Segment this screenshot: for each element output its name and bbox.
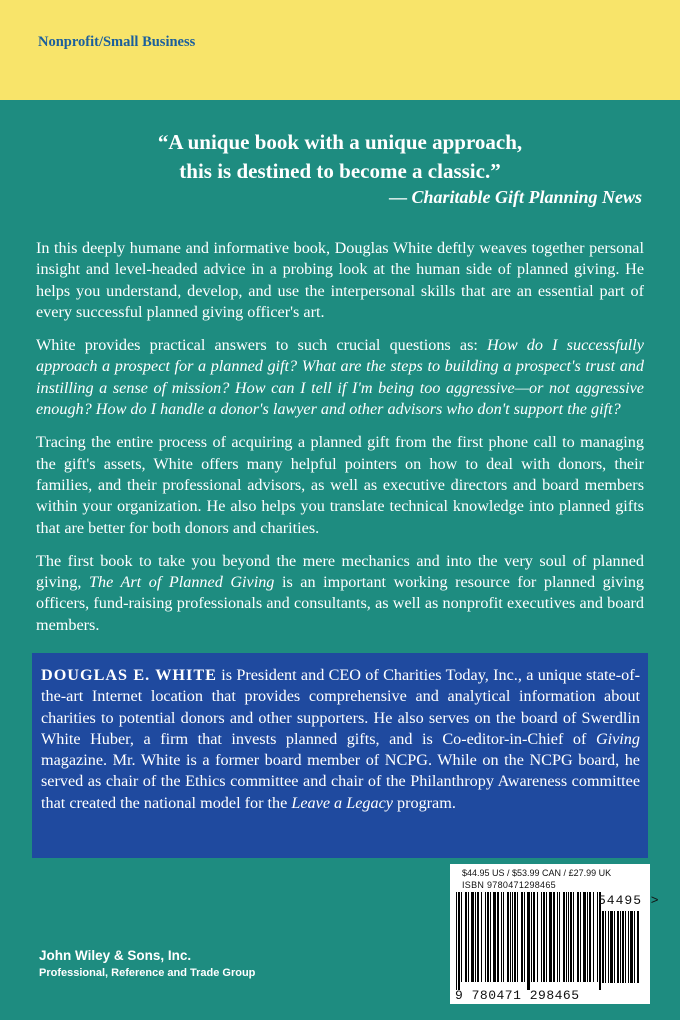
barcode-bar xyxy=(524,892,525,982)
isbn-label: ISBN 9780471298465 xyxy=(462,880,556,890)
barcode-addon-digits: 54495 > xyxy=(598,893,660,908)
barcode-bar xyxy=(583,892,586,982)
quote-line-2: this is destined to become a classic.” xyxy=(179,159,501,183)
publisher xyxy=(39,948,255,979)
description-paragraph-3: Tracing the entire process of acquiring a planned gift from the first phone call to managing the gift's assets, White offers many helpful pointers on how to deal with donors, their families, and their professional advisors, as well as executive directors and board members within your organization. He also helps you translate technical knowledge into planned gifts that are better for both donors and charities. xyxy=(36,433,644,537)
barcode-bar xyxy=(628,911,629,983)
barcode-bar xyxy=(543,892,545,982)
description-paragraph-1: In this deeply humane and informative book, Douglas White deftly weaves together personal insight and level-headed advice in a probing look at the human side of planned giving. He helps you understand, develop, and use the interpersonal skills that are an essential part of every successful planned giving officer's art. xyxy=(36,239,644,321)
category-label: Nonprofit/Small Business xyxy=(38,34,196,50)
barcode-bar xyxy=(553,892,555,982)
barcode-bar xyxy=(481,892,482,982)
barcode-bar xyxy=(471,892,474,982)
barcode-bar xyxy=(568,892,569,982)
author-name: DOUGLAS E. WHITE xyxy=(41,666,217,684)
barcode-bar xyxy=(521,892,523,982)
top-band xyxy=(0,0,680,100)
attribution-source: Charitable Gift Planning News xyxy=(411,187,642,207)
barcode-bar xyxy=(625,911,626,983)
bio-text-c: program. xyxy=(392,793,456,812)
bio-text-a: is President and CEO of Charities Today, Inc., a unique state-of-the-art Internet location that provides comprehensive and analytical information about charities to potential donors and other supporters. He also serves on the board of Swerdlin White Huber, a firm that invests planned gifts, and is Co-editor-in-Chief of xyxy=(41,666,641,748)
barcode-digits: 9 780471 298465 xyxy=(455,988,580,1003)
barcode-bar xyxy=(573,892,574,982)
barcode-bar xyxy=(517,892,518,982)
barcode-bar xyxy=(531,892,532,982)
publisher-name: John Wiley & Sons, Inc. xyxy=(39,948,192,963)
description-paragraph-2 xyxy=(36,335,644,420)
barcode-bar xyxy=(577,892,579,982)
addon-barcode xyxy=(602,911,640,991)
bio-text-b: magazine. Mr. White is a former board member of NCPG. While on the NCPG board, he served as chair of the Ethics committee and chair of the Philanthropy Awareness committee that created the national model for the xyxy=(41,751,640,812)
barcode-bar xyxy=(512,892,513,982)
quote-attribution xyxy=(389,187,642,208)
barcode-bar xyxy=(587,892,588,982)
barcode-bar xyxy=(546,892,547,982)
description-paragraph-4 xyxy=(36,551,644,636)
barcode-bar xyxy=(637,911,639,983)
barcode-bar xyxy=(507,892,509,982)
barcode-bar xyxy=(533,892,535,982)
barcode-bar xyxy=(634,911,635,983)
barcode-bar xyxy=(456,892,457,990)
barcode-bar xyxy=(630,911,633,983)
barcode-bar xyxy=(602,911,604,983)
barcode-bar xyxy=(497,892,499,982)
price-label: $44.95 US / $53.99 CAN / £27.99 UK xyxy=(462,868,612,878)
publisher-group: Professional, Reference and Trade Group xyxy=(39,967,256,979)
barcode-bar xyxy=(617,911,619,983)
book-title: The Art of Planned Giving xyxy=(88,573,275,592)
quote-line-1: “A unique book with a unique approach, xyxy=(157,130,523,154)
barcode-bar xyxy=(475,892,476,982)
author-bio xyxy=(32,653,648,858)
barcode-bar xyxy=(608,911,609,983)
barcode-bar xyxy=(559,892,560,982)
barcode-bar xyxy=(614,911,615,983)
barcode-box xyxy=(450,864,660,1004)
barcode-bar xyxy=(593,892,594,982)
barcode-bar xyxy=(580,892,581,982)
p4-text-b: is an important working resource for planned giving officers, fund-raising professionals and consultants, as well as nonprofit executives and board members. xyxy=(36,573,645,634)
barcode-bar xyxy=(461,892,462,982)
barcode-bar xyxy=(537,892,538,982)
barcode-bar xyxy=(493,892,496,982)
barcode-bar xyxy=(458,892,460,990)
program-name: Leave a Legacy xyxy=(291,793,393,812)
barcode-bar xyxy=(605,911,606,983)
barcode-bar xyxy=(620,911,621,983)
barcode-bar xyxy=(468,892,469,982)
barcode-bar xyxy=(485,892,486,982)
barcode-bar xyxy=(563,892,565,982)
barcode-bar xyxy=(557,892,558,982)
barcode-bar xyxy=(570,892,572,982)
barcode-bar xyxy=(589,892,591,982)
barcode-bar xyxy=(477,892,479,982)
p2-intro: White provides practical answers to such crucial questions as: xyxy=(36,336,488,355)
magazine-name: Giving xyxy=(595,729,640,748)
barcode-bar xyxy=(465,892,467,982)
barcode-bar xyxy=(503,892,504,982)
barcode-bar xyxy=(514,892,516,982)
attribution-dash: — xyxy=(388,187,412,207)
barcode-bar xyxy=(490,892,491,982)
ean-barcode xyxy=(456,892,602,990)
barcode-bar xyxy=(510,892,511,982)
p2-questions: How do I successfully approach a prospect for a planned gift? What are the steps to building a prospect's trust and instilling a sense of mission? How can I tell if I'm being too aggressive—or not aggressive enough? How do I handle a donor's lawyer and other advisors who don't support the gift? xyxy=(36,336,644,419)
barcode-bar xyxy=(566,892,567,982)
barcode-bar xyxy=(622,911,624,983)
p4-text-a: The first book to take you beyond the mere mechanics and into the very soul of planned giving, xyxy=(36,551,644,592)
description xyxy=(36,238,644,636)
review-quote xyxy=(20,128,660,186)
barcode-bar xyxy=(527,892,530,990)
barcode-bar xyxy=(610,911,613,983)
barcode-bar xyxy=(501,892,502,982)
barcode-bar xyxy=(487,892,489,982)
barcode-bar xyxy=(549,892,552,982)
barcode-bar xyxy=(541,892,542,982)
